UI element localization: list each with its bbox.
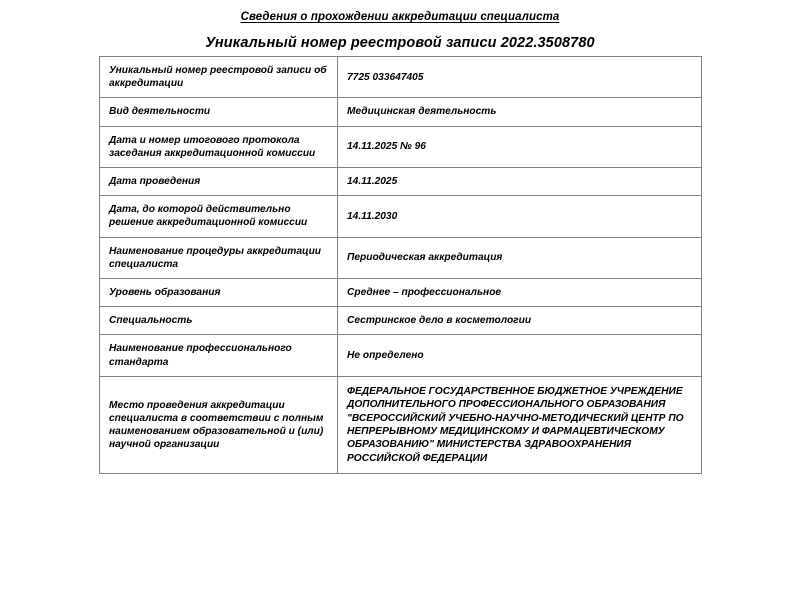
row-label-date-held: Дата проведения [100, 168, 338, 196]
table-body [100, 57, 702, 474]
table-row [100, 126, 702, 167]
row-value-activity-type: Медицинская деятельность [338, 98, 702, 126]
row-label-registry-number: Уникальный номер реестровой записи об аккредитации [100, 57, 338, 98]
row-label-organization: Место проведения аккредитации специалиста в соответствии с полным наименованием образовательной и (или) научной организации [100, 376, 338, 473]
row-value-professional-standard: Не определено [338, 335, 702, 376]
table-row [100, 279, 702, 307]
row-value-protocol-date-number: 14.11.2025 № 96 [338, 126, 702, 167]
document-header [0, 0, 800, 52]
row-value-education-level: Среднее – профессиональное [338, 279, 702, 307]
accreditation-table-wrapper [99, 56, 701, 474]
accreditation-info-table [99, 56, 702, 474]
table-row [100, 57, 702, 98]
row-value-registry-number: 7725 033647405 [338, 57, 702, 98]
row-value-date-held: 14.11.2025 [338, 168, 702, 196]
table-row [100, 307, 702, 335]
row-label-procedure-name: Наименование процедуры аккредитации специалиста [100, 237, 338, 278]
organization-name-line: "ВСЕРОССИЙСКИЙ УЧЕБНО-НАУЧНО-МЕТОДИЧЕСКИЙ ЦЕНТР ПО [347, 412, 684, 424]
row-label-valid-until: Дата, до которой действительно решение аккредитационной комиссии [100, 196, 338, 237]
row-label-professional-standard: Наименование профессионального стандарта [100, 335, 338, 376]
organization-name-line: ОБРАЗОВАНИЮ" МИНИСТЕРСТВА ЗДРАВООХРАНЕНИЯ [347, 439, 632, 451]
row-label-education-level: Уровень образования [100, 279, 338, 307]
row-value-specialty: Сестринское дело в косметологии [338, 307, 702, 335]
table-row [100, 237, 702, 278]
table-row [100, 168, 702, 196]
table-row [100, 98, 702, 126]
row-label-activity-type: Вид деятельности [100, 98, 338, 126]
page-title-container [0, 7, 800, 25]
row-value-valid-until: 14.11.2030 [338, 196, 702, 237]
row-value-organization [338, 376, 702, 473]
row-label-protocol-date-number: Дата и номер итогового протокола заседания аккредитационной комиссии [100, 126, 338, 167]
organization-name-line: ДОПОЛНИТЕЛЬНОГО ПРОФЕССИОНАЛЬНОГО ОБРАЗОВАНИЯ [347, 399, 666, 411]
row-label-specialty: Специальность [100, 307, 338, 335]
organization-name-line: ФЕДЕРАЛЬНОЕ ГОСУДАРСТВЕННОЕ БЮДЖЕТНОЕ УЧРЕЖДЕНИЕ [347, 385, 683, 397]
organization-name-line: РОССИЙСКОЙ ФЕДЕРАЦИИ [347, 452, 488, 464]
page-title: Сведения о прохождении аккредитации специалиста [240, 11, 560, 23]
organization-name-line: НЕПРЕРЫВНОМУ МЕДИЦИНСКОМУ И ФАРМАЦЕВТИЧЕСКОМУ [347, 426, 665, 438]
table-row [100, 376, 702, 473]
registry-number-subtitle: Уникальный номер реестровой записи 2022.3508780 [205, 35, 595, 51]
table-row [100, 196, 702, 237]
table-row [100, 335, 702, 376]
row-value-procedure-name: Периодическая аккредитация [338, 237, 702, 278]
